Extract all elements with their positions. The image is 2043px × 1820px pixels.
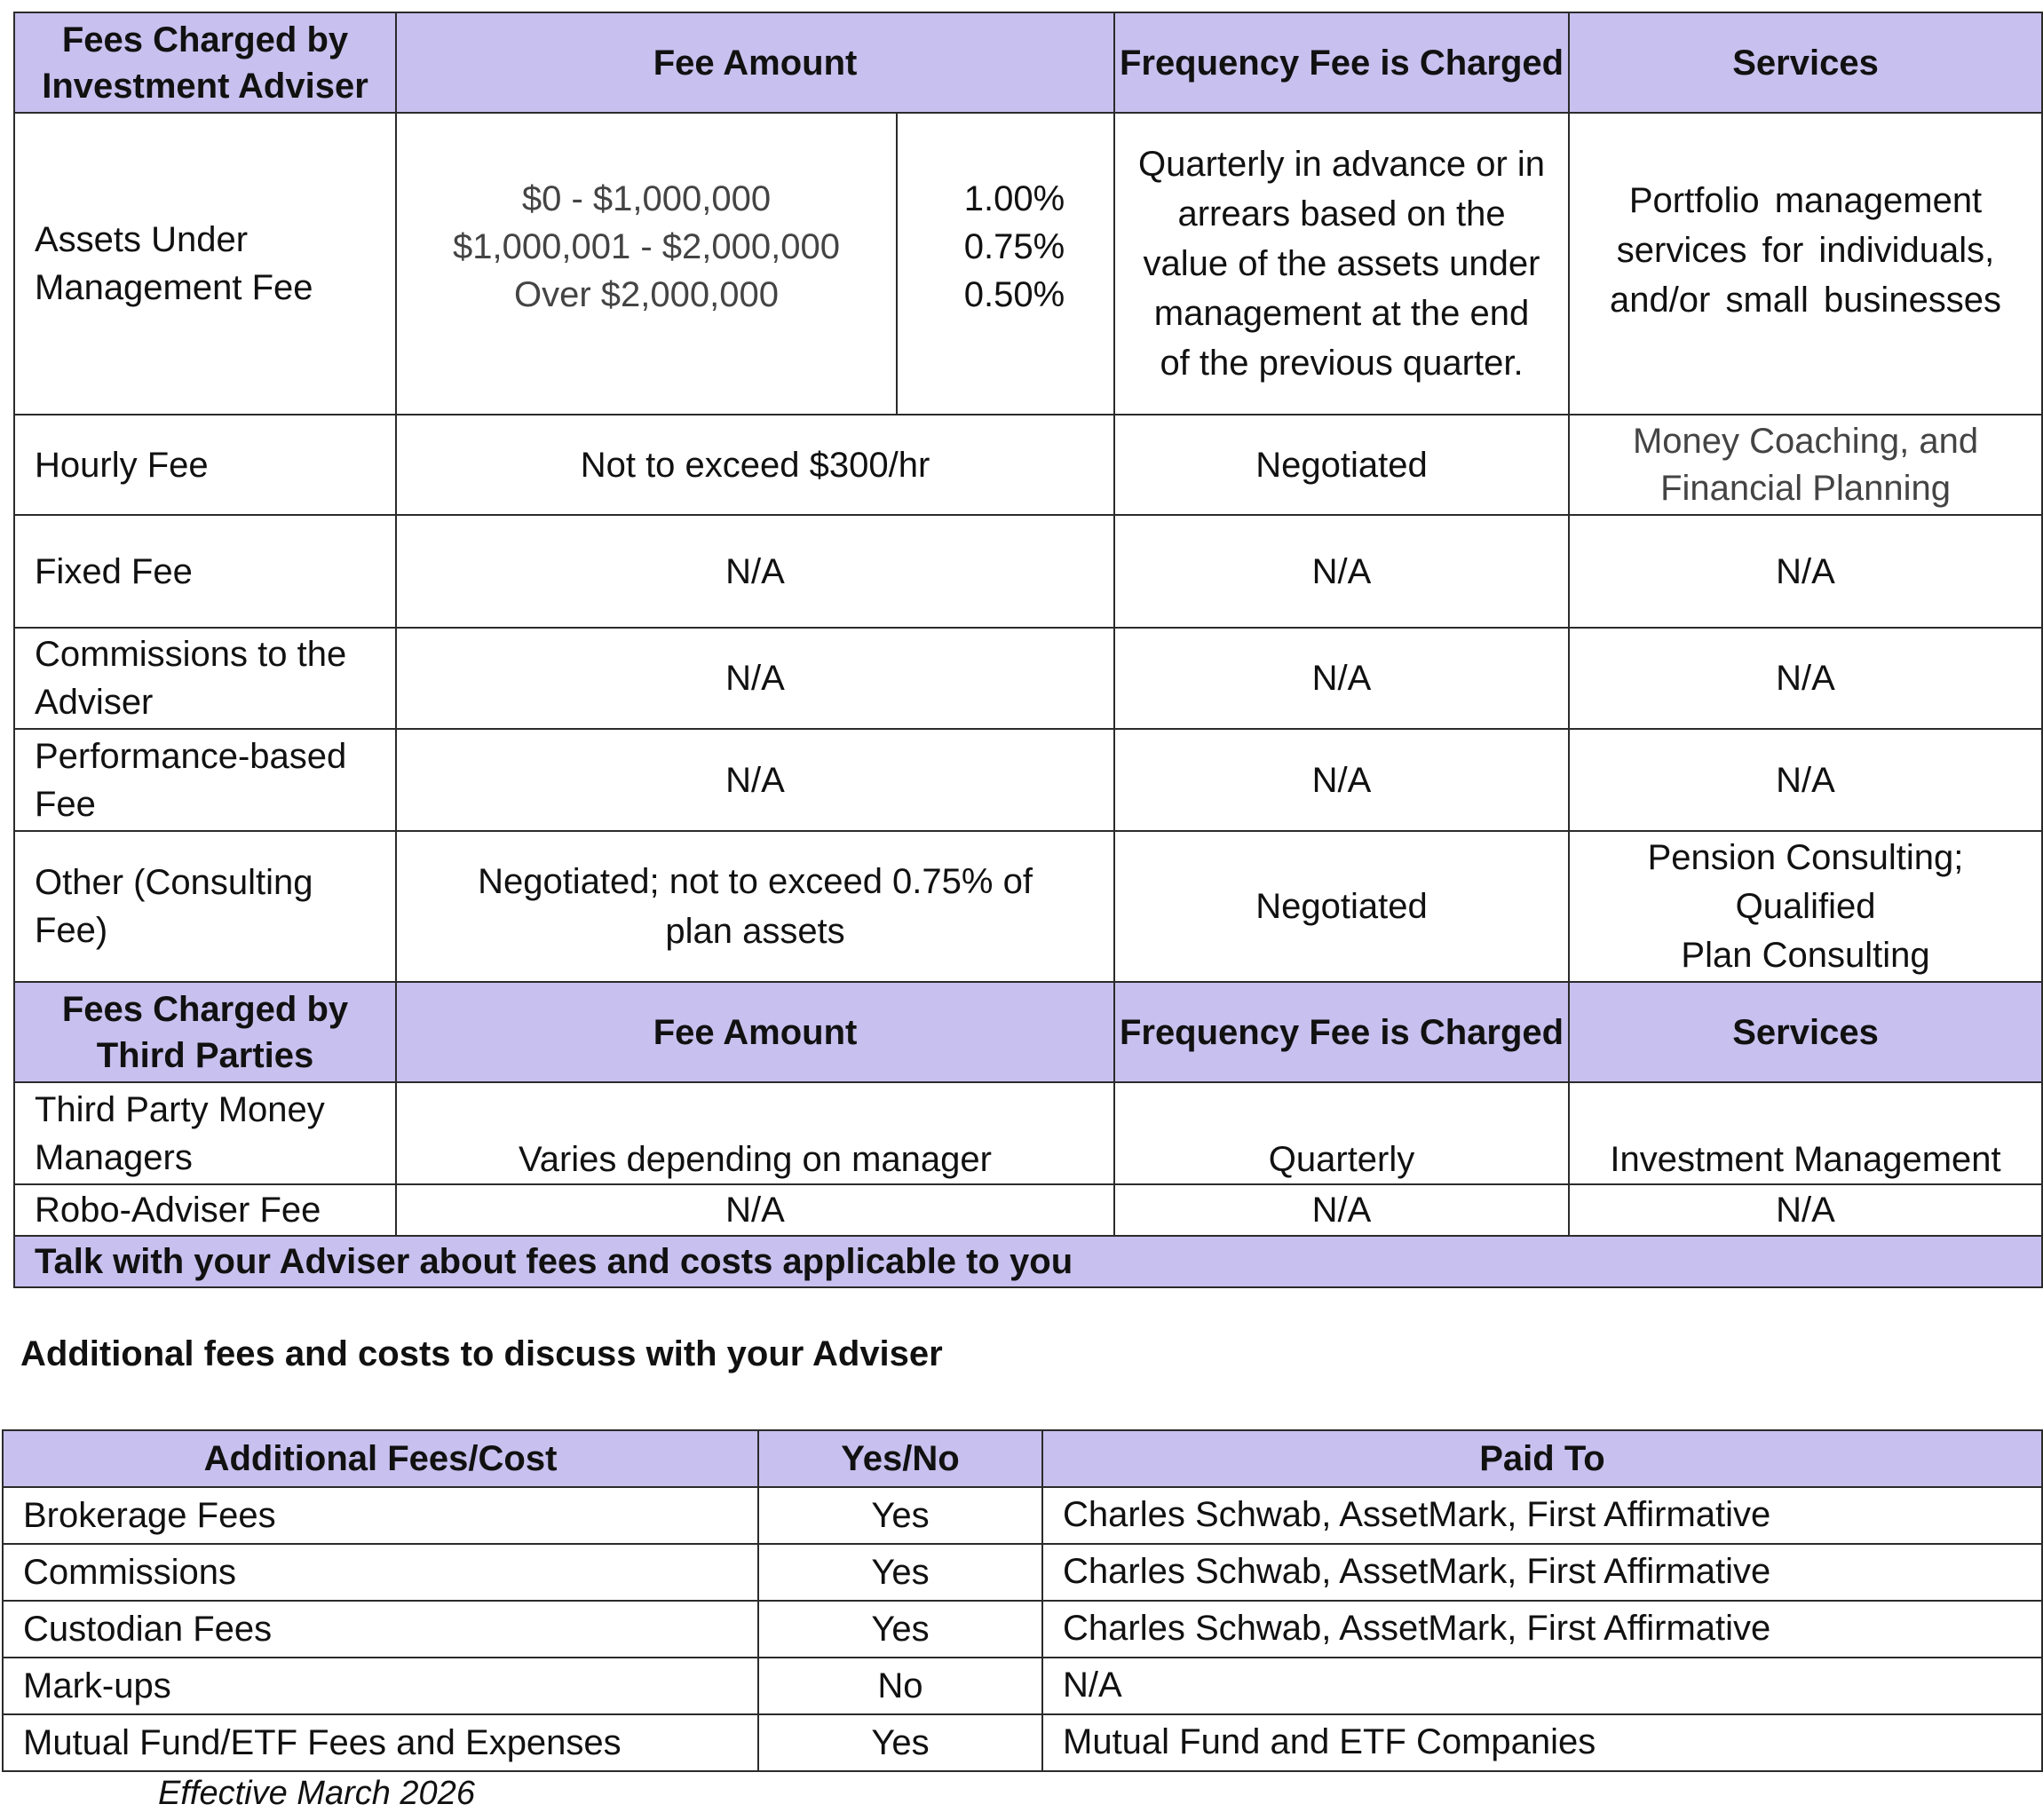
robo-adviser-amount: N/A — [396, 1184, 1114, 1236]
consulting-fee-amount: Negotiated; not to exceed 0.75% of plan assets — [396, 831, 1114, 982]
consulting-fee-frequency: Negotiated — [1114, 831, 1569, 982]
hourly-fee-services: Money Coaching, and Financial Planning — [1569, 415, 2042, 515]
brokerage-fees-paid-to: Charles Schwab, AssetMark, First Affirmative — [1042, 1487, 2042, 1544]
additional-fees-title: Additional fees and costs to discuss with your Adviser — [20, 1334, 943, 1373]
aum-rate-3: 0.50% — [963, 275, 1065, 314]
commissions-amount: N/A — [396, 628, 1114, 729]
aum-rate-1: 1.00% — [963, 179, 1065, 218]
performance-fee-row — [14, 729, 2042, 831]
fixed-fee-row — [14, 515, 2042, 628]
header-yes-no: Yes/No — [758, 1430, 1042, 1487]
commissions-row — [14, 628, 2042, 729]
adviser-fees-header-row — [14, 12, 2042, 113]
hourly-fee-frequency: Negotiated — [1114, 415, 1569, 515]
performance-fee-amount: N/A — [396, 729, 1114, 831]
talk-with-adviser-note: Talk with your Adviser about fees and costs applicable to you — [14, 1236, 2042, 1287]
additional-fees-table — [2, 1429, 2043, 1772]
talk-with-adviser-row — [14, 1236, 2042, 1287]
commissions-services: N/A — [1569, 628, 2042, 729]
robo-adviser-services: N/A — [1569, 1184, 2042, 1236]
mark-ups-label: Mark-ups — [3, 1658, 758, 1714]
custodian-fees-yes-no: Yes — [758, 1601, 1042, 1658]
robo-adviser-label: Robo-Adviser Fee — [14, 1184, 396, 1236]
brokerage-fees-yes-no: Yes — [758, 1487, 1042, 1544]
commissions-yes-no: Yes — [758, 1544, 1042, 1601]
commissions-paid-to: Charles Schwab, AssetMark, First Affirmative — [1042, 1544, 2042, 1601]
consulting-service-line-3: Plan Consulting — [1681, 935, 1930, 975]
third-party-managers-amount: Varies depending on manager — [396, 1082, 1114, 1184]
mark-ups-paid-to: N/A — [1042, 1658, 2042, 1714]
brokerage-fees-label: Brokerage Fees — [3, 1487, 758, 1544]
custodian-fees-paid-to: Charles Schwab, AssetMark, First Affirmative — [1042, 1601, 2042, 1658]
header-fee-amount: Fee Amount — [396, 12, 1114, 113]
consulting-fee-row — [14, 831, 2042, 982]
third-party-managers-row — [14, 1082, 2042, 1184]
aum-rates-cell — [897, 113, 1114, 415]
aum-tier-3: Over $2,000,000 — [514, 275, 779, 314]
mark-ups-yes-no: No — [758, 1658, 1042, 1714]
aum-fee-row — [14, 113, 2042, 415]
aum-rate-2: 0.75% — [963, 227, 1065, 266]
robo-adviser-row — [14, 1184, 2042, 1236]
aum-tiers-cell — [396, 113, 897, 415]
aum-fee-label — [14, 113, 396, 415]
header-additional-fees-cost: Additional Fees/Cost — [3, 1430, 758, 1487]
effective-date-note: Effective March 2026 — [158, 1775, 475, 1812]
third-party-header-row — [14, 982, 2042, 1082]
performance-fee-frequency: N/A — [1114, 729, 1569, 831]
third-party-header-fee-amount: Fee Amount — [396, 982, 1114, 1082]
consulting-fee-label: Other (Consulting Fee) — [14, 831, 396, 982]
fixed-fee-frequency: N/A — [1114, 515, 1569, 628]
mutual-fund-fees-paid-to: Mutual Fund and ETF Companies — [1042, 1714, 2042, 1771]
hourly-fee-amount: Not to exceed $300/hr — [396, 415, 1114, 515]
hourly-fee-label: Hourly Fee — [14, 415, 396, 515]
fixed-fee-amount: N/A — [396, 515, 1114, 628]
fees-table — [13, 12, 2043, 1288]
aum-services — [1569, 113, 2042, 415]
third-party-header-services: Services — [1569, 982, 2042, 1082]
commissions-frequency: N/A — [1114, 628, 1569, 729]
third-party-managers-label: Third Party Money Managers — [14, 1082, 396, 1184]
header-fees-charged-by-third-parties: Fees Charged by Third Parties — [14, 982, 396, 1082]
aum-frequency-text: Quarterly in advance or in arrears based on the value of the assets under management at the end of the previous quarter. — [1138, 145, 1546, 383]
consulting-fee-services — [1569, 831, 2042, 982]
third-party-managers-frequency: Quarterly — [1114, 1082, 1569, 1184]
performance-fee-label: Performance-based Fee — [14, 729, 396, 831]
header-frequency: Frequency Fee is Charged — [1114, 12, 1569, 113]
aum-services-text: Portfolio management services for individuals, and/or small businesses — [1609, 181, 2002, 320]
mutual-fund-fees-yes-no: Yes — [758, 1714, 1042, 1771]
aum-tier-1: $0 - $1,000,000 — [521, 179, 772, 218]
header-fees-charged-by-adviser: Fees Charged by Investment Adviser — [14, 12, 396, 113]
table-row — [3, 1658, 2042, 1714]
table-row — [3, 1544, 2042, 1601]
table-row — [3, 1601, 2042, 1658]
custodian-fees-label: Custodian Fees — [3, 1601, 758, 1658]
mutual-fund-fees-label: Mutual Fund/ETF Fees and Expenses — [3, 1714, 758, 1771]
table-row — [3, 1487, 2042, 1544]
third-party-header-frequency: Frequency Fee is Charged — [1114, 982, 1569, 1082]
header-paid-to: Paid To — [1042, 1430, 2042, 1487]
fixed-fee-services: N/A — [1569, 515, 2042, 628]
additional-header-row — [3, 1430, 2042, 1487]
aum-tier-2: $1,000,001 - $2,000,000 — [453, 227, 840, 266]
table-row — [3, 1714, 2042, 1771]
aum-frequency — [1114, 113, 1569, 415]
consulting-service-line-1: Pension Consulting; — [1647, 837, 1964, 877]
commissions-label: Commissions to the Adviser — [14, 628, 396, 729]
aum-fee-label-text: Assets Under Management Fee — [35, 220, 313, 307]
hourly-fee-row — [14, 415, 2042, 515]
consulting-service-line-2: Qualified — [1735, 886, 1876, 926]
robo-adviser-frequency: N/A — [1114, 1184, 1569, 1236]
commissions-cost-label: Commissions — [3, 1544, 758, 1601]
third-party-managers-services: Investment Management — [1569, 1082, 2042, 1184]
performance-fee-services: N/A — [1569, 729, 2042, 831]
fixed-fee-label: Fixed Fee — [14, 515, 396, 628]
header-services: Services — [1569, 12, 2042, 113]
